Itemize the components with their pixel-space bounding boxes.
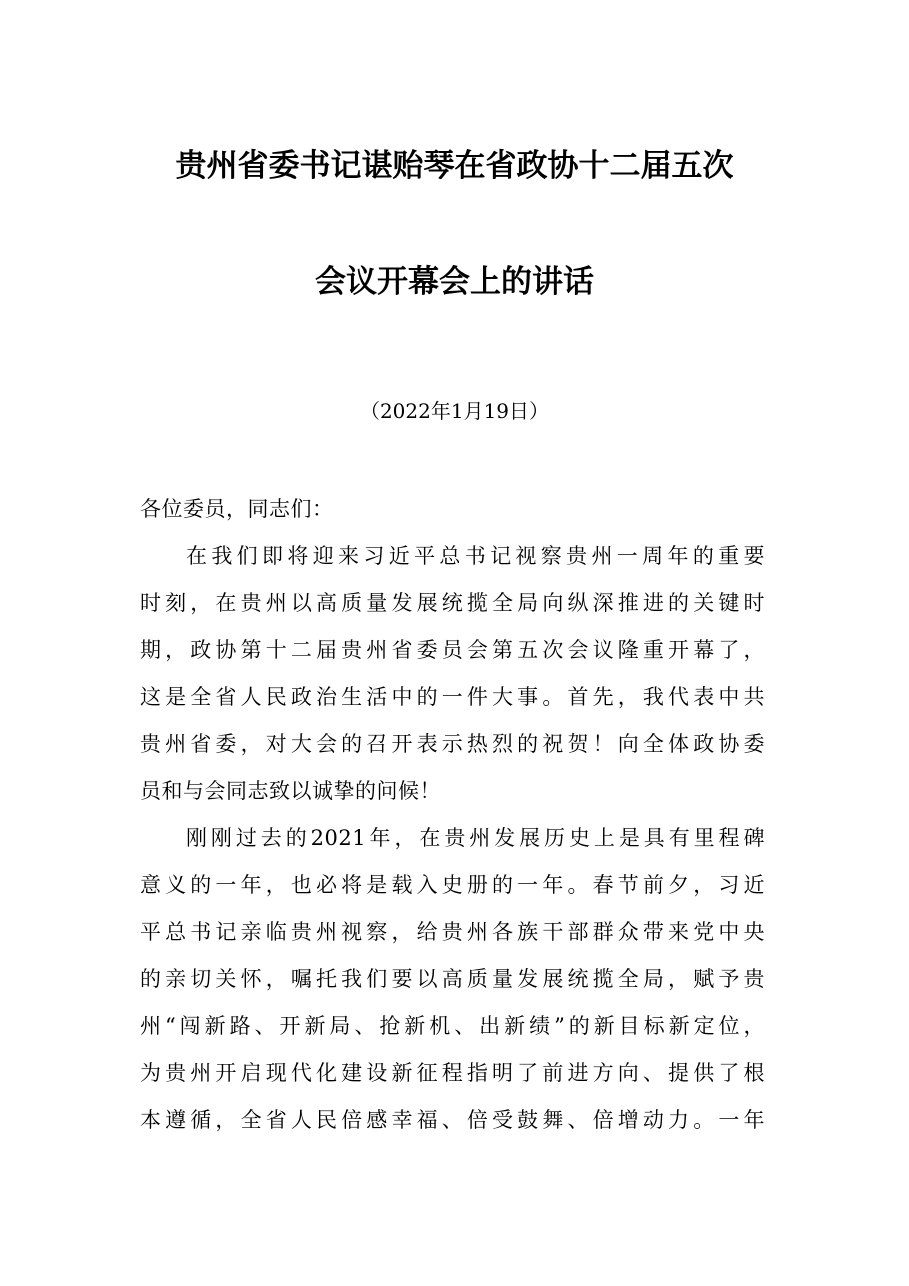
salutation: 各位委员，同志们： [140,497,334,521]
document-title-line-1: 贵州省委书记谌贻琴在省政协十二届五次 [175,148,734,184]
speech-date: （2022年1月19日） [359,399,550,423]
paragraph-2-line: 意义的一年，也必将是载入史册的一年。春节前夕，习近 [140,873,765,897]
paragraph-1-line: 员和与会同志致以诚挚的问候！ [140,779,441,803]
paragraph-1-line: 贵州省委，对大会的召开表示热烈的祝贺！向全体政协委 [140,732,765,756]
paragraph-2-line: 刚刚过去的2021年，在贵州发展历史上是具有里程碑 [186,826,765,850]
paragraph-2-line: 州“闯新路、开新局、抢新机、出新绩”的新目标新定位， [140,1014,765,1038]
paragraph-1-line: 期，政协第十二届贵州省委员会第五次会议隆重开幕了， [140,638,765,662]
paragraph-2-line: 平总书记亲临贵州视察，给贵州各族干部群众带来党中央 [140,920,765,944]
document-title-line-2: 会议开幕会上的讲话 [315,264,594,300]
paragraph-1-line: 这是全省人民政治生活中的一件大事。首先，我代表中共 [140,685,765,709]
paragraph-1-line: 在我们即将迎来习近平总书记视察贵州一周年的重要 [186,544,765,568]
paragraph-2-line: 的亲切关怀，嘱托我们要以高质量发展统揽全局，赋予贵 [140,967,765,991]
paragraph-2-line: 为贵州开启现代化建设新征程指明了前进方向、提供了根 [140,1061,765,1085]
paragraph-2-line: 本遵循，全省人民倍感幸福、倍受鼓舞、倍增动力。一年 [140,1108,765,1132]
paragraph-1-line: 时刻，在贵州以高质量发展统揽全局向纵深推进的关键时 [140,591,765,615]
